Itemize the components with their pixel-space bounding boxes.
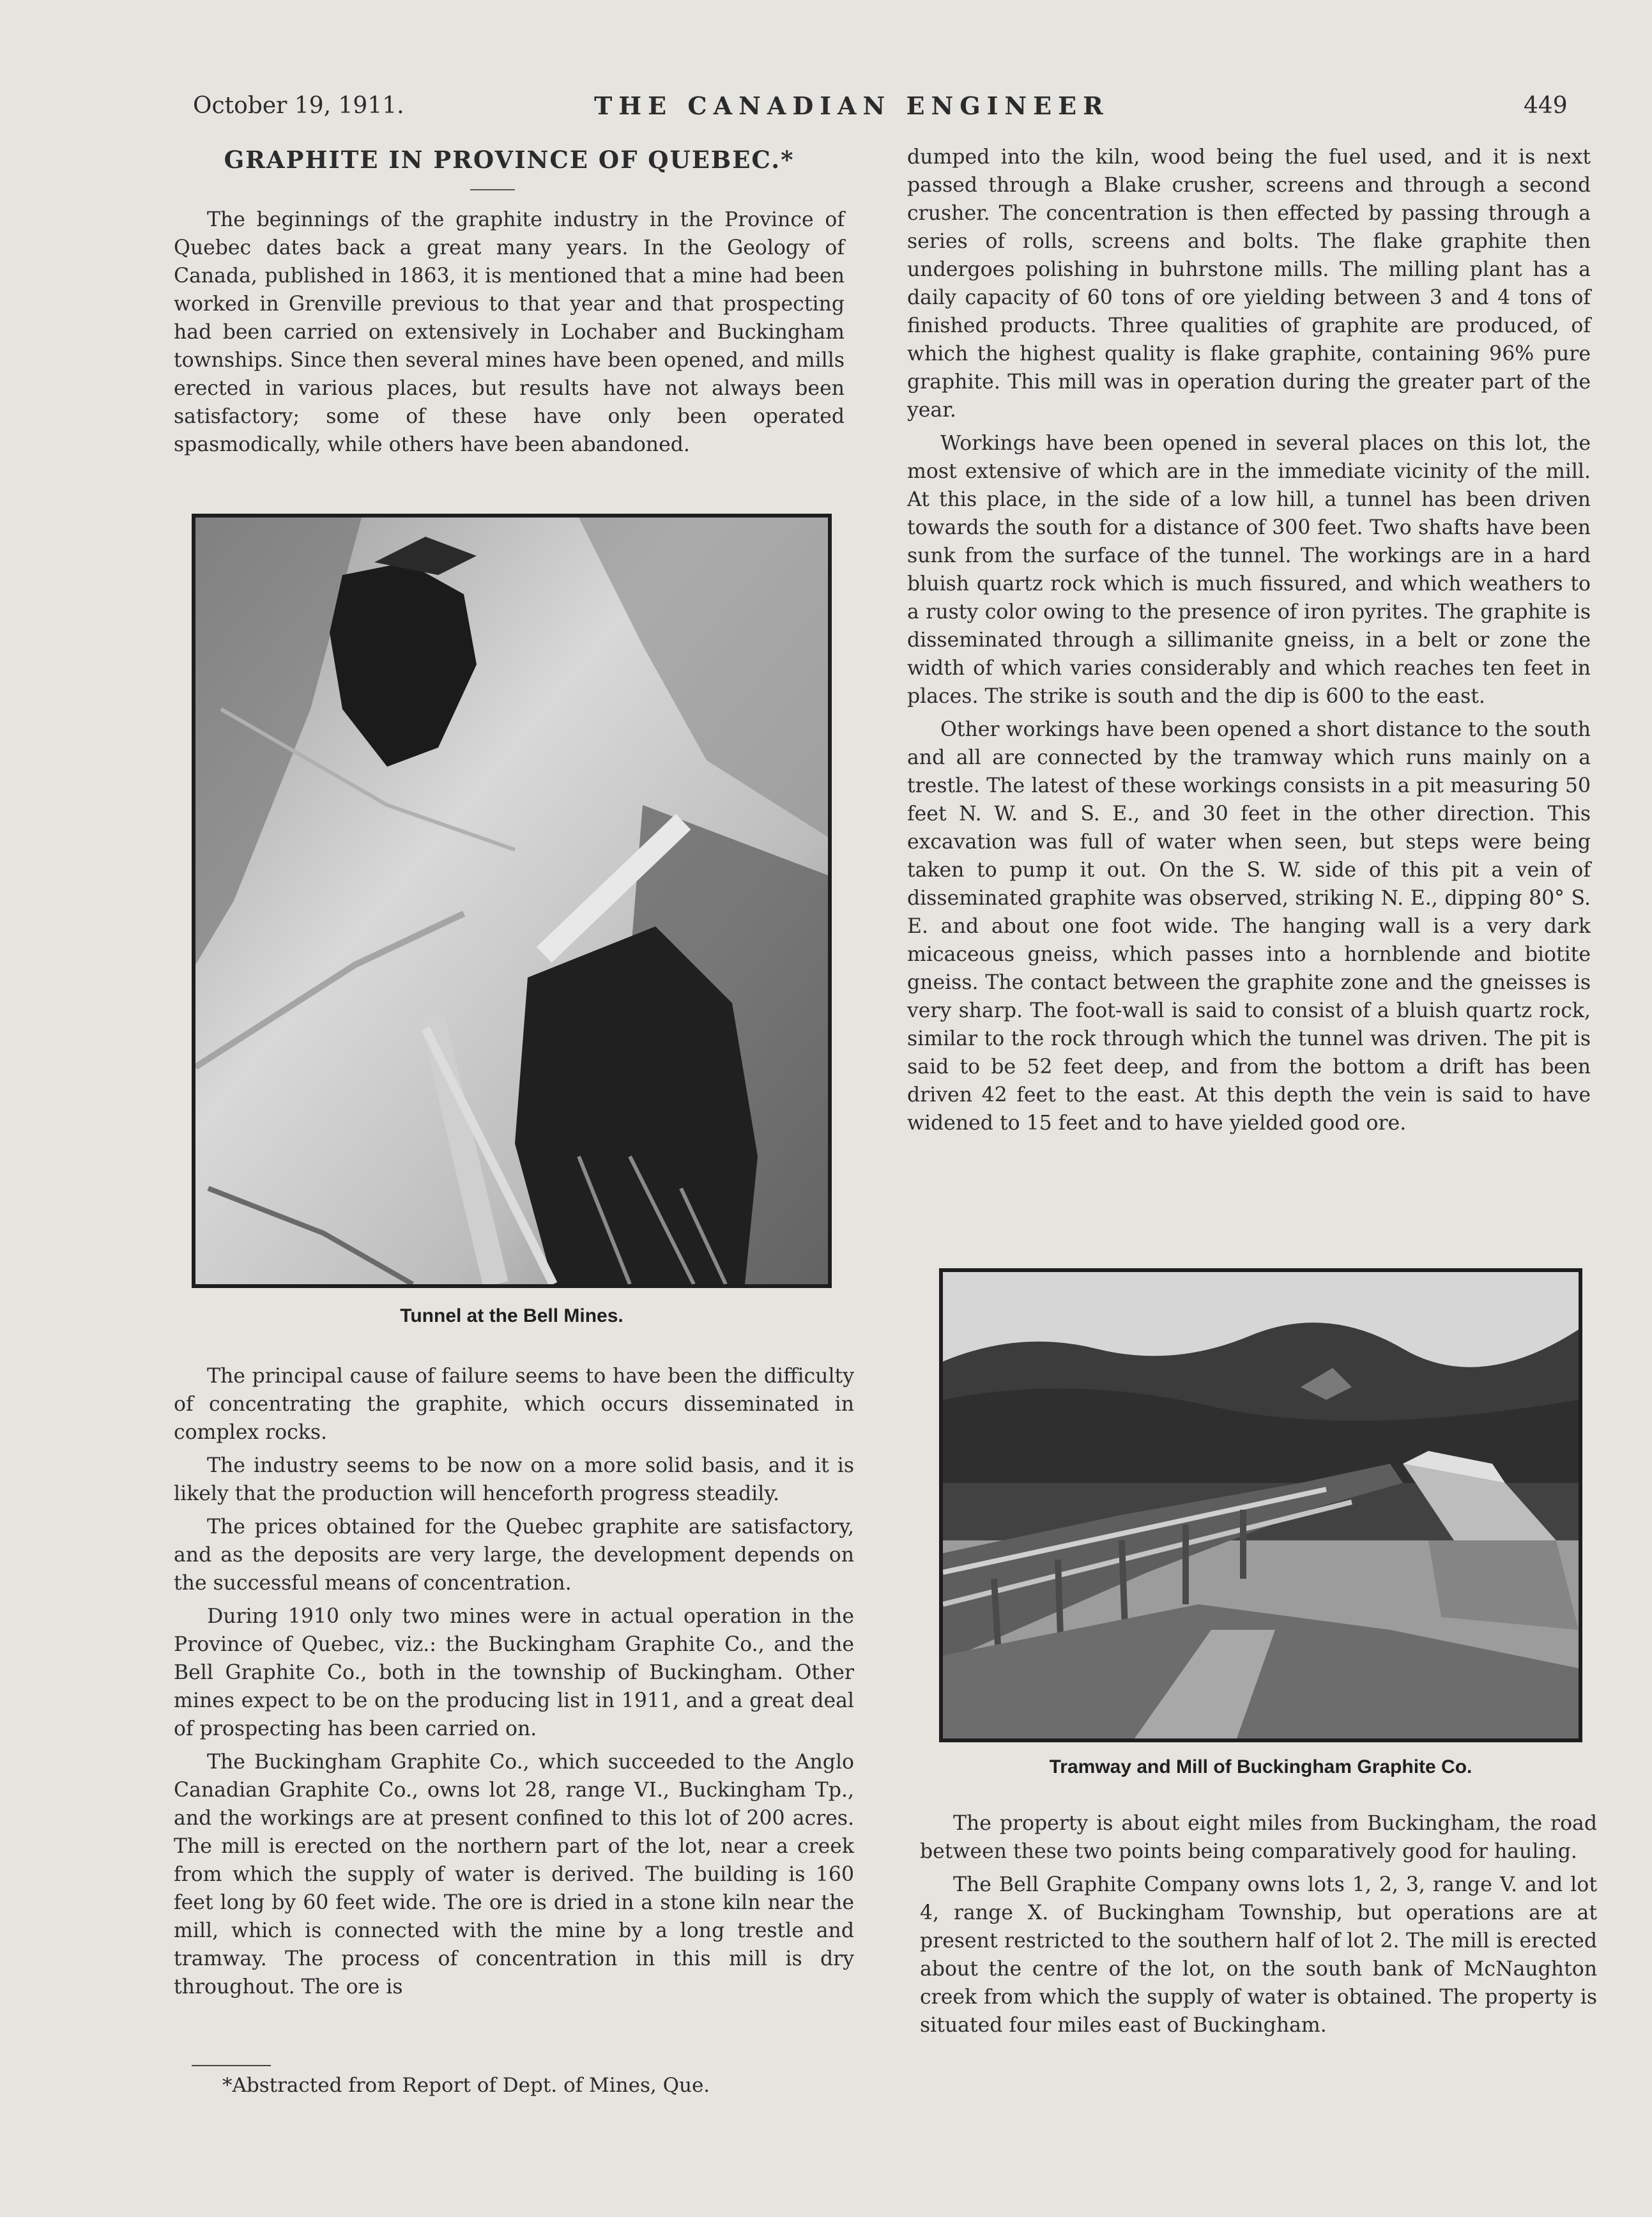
- paragraph: The Bell Graphite Company owns lots 1, 2, 3, range V. and lot 4, range X. of Buckingham Township, but operations are at present restricted to the southern half of lot 2. The mill is erected about the centre of the lot, on the south bank of McNaughton creek from which the supply of water is obtained. The property is situated four miles east of Buckingham.: [920, 1873, 1597, 2037]
- journal-title: THE CANADIAN ENGINEER: [594, 91, 1110, 120]
- right-column-bottom: [920, 1809, 1597, 2044]
- paragraph: Workings have been opened in several places on this lot, the most extensive of which are in the immediate vicinity of the mill. At this place, in the side of a low hill, a tunnel has been driven towards the south for a distance of 300 feet. Two shafts have been sunk from the surface of the tunnel. The workings are in a hard bluish quartz rock which is much fissured, and which weathers to a rusty color owing to the presence of iron pyrites. The graphite is disseminated through a sillimanite gneiss, in a belt or zone the width of which varies considerably and which reaches ten feet in places. The strike is south and the dip is 600 to the east.: [907, 432, 1591, 708]
- paragraph: Other workings have been opened a short distance to the south and all are connected by the tramway which runs mainly on a trestle. The latest of these workings consists in a pit measuring 50 feet N. W. and S. E., and 30 feet in the other direction. This excavation was full of water when seen, but steps were being taken to pump it out. On the S. W. side of this pit a vein of disseminated graphite was observed, striking N. E., dipping 80° S. E. and about one foot wide. The hanging wall is a very dark micaceous gneiss, which passes into a hornblende and biotite gneiss. The contact between the graphite zone and the gneisses is very sharp. The foot-wall is said to consist of a bluish quartz rock, similar to the rock through which the tunnel was driven. The pit is said to be 52 feet deep, and from the bottom a drift has been driven 42 feet to the east. At this depth the vein is said to have widened to 15 feet and to have yielded good ore.: [907, 718, 1591, 1135]
- paragraph: The beginnings of the graphite industry in the Province of Quebec dates back a great many years. In the Geology of Canada, published in 1863, it is mentioned that a mine had been worked in Grenville previous to that year and that prospecting had been carried on extensively in Lochaber and Buckingham townships. Since then several mines have been opened, and mills erected in various places, but results have not always been satisfactory; some of these have only been operated spasmodically, while others have been abandoned.: [174, 208, 845, 456]
- tunnel-photo-caption: Tunnel at the Bell Mines.: [400, 1305, 623, 1326]
- left-column-bottom: [174, 1362, 854, 2006]
- paragraph: The industry seems to be now on a more solid basis, and it is likely that the production will henceforth progress steadily.: [174, 1454, 854, 1505]
- tramway-photo-illustration: [943, 1272, 1579, 1738]
- page-number: 449: [1524, 93, 1568, 119]
- right-column-top: [907, 143, 1591, 1142]
- title-divider: [470, 189, 515, 190]
- paragraph: The prices obtained for the Quebec graphite are satisfactory, and as the deposits are very large, the development depends on the successful means of concentration.: [174, 1515, 854, 1595]
- tramway-mill-photograph: [939, 1268, 1582, 1742]
- footnote-divider: [192, 2065, 271, 2066]
- paragraph: The principal cause of failure seems to have been the difficulty of concentrating the graphite, which occurs disseminated in complex rocks.: [174, 1365, 854, 1444]
- paragraph: The Buckingham Graphite Co., which succeeded to the Anglo Canadian Graphite Co., owns lot 28, range VI., Buckingham Tp., and the workings are at present confined to this lot of 200 acres. The mill is erected on the northern part of the lot, near a creek from which the supply of water is derived. The building is 160 feet long by 60 feet wide. The ore is dried in a stone kiln near the mill, which is connected with the mine by a long trestle and tramway. The process of concentration in this mill is dry throughout. The ore is: [174, 1751, 854, 1998]
- article-title: GRAPHITE IN PROVINCE OF QUEBEC.*: [224, 146, 795, 174]
- issue-date: October 19, 1911.: [193, 93, 404, 119]
- tunnel-photograph: [192, 514, 832, 1288]
- footnote: *Abstracted from Report of Dept. of Mines, Que.: [222, 2074, 710, 2097]
- tramway-photo-caption: Tramway and Mill of Buckingham Graphite Co.: [1049, 1756, 1472, 1777]
- left-column-top: [174, 206, 845, 464]
- paragraph: The property is about eight miles from Buckingham, the road between these two points being comparatively good for hauling.: [920, 1812, 1597, 1863]
- paragraph: dumped into the kiln, wood being the fuel used, and it is next passed through a Blake crusher, screens and through a second crusher. The concentration is then effected by passing through a series of rolls, screens and bolts. The flake graphite then undergoes polishing in buhrstone mills. The milling plant has a daily capacity of 60 tons of ore yielding between 3 and 4 tons of finished products. Three qualities of graphite are produced, of which the highest quality is flake graphite, containing 96% pure graphite. This mill was in operation during the greater part of the year.: [907, 146, 1591, 422]
- tunnel-photo-illustration: [195, 518, 828, 1284]
- paragraph: During 1910 only two mines were in actual operation in the Province of Quebec, viz.: the Buckingham Graphite Co., and the Bell Graphite Co., both in the township of Buckingham. Other mines expect to be on the producing list in 1911, and a great deal of prospecting has been carried on.: [174, 1605, 854, 1740]
